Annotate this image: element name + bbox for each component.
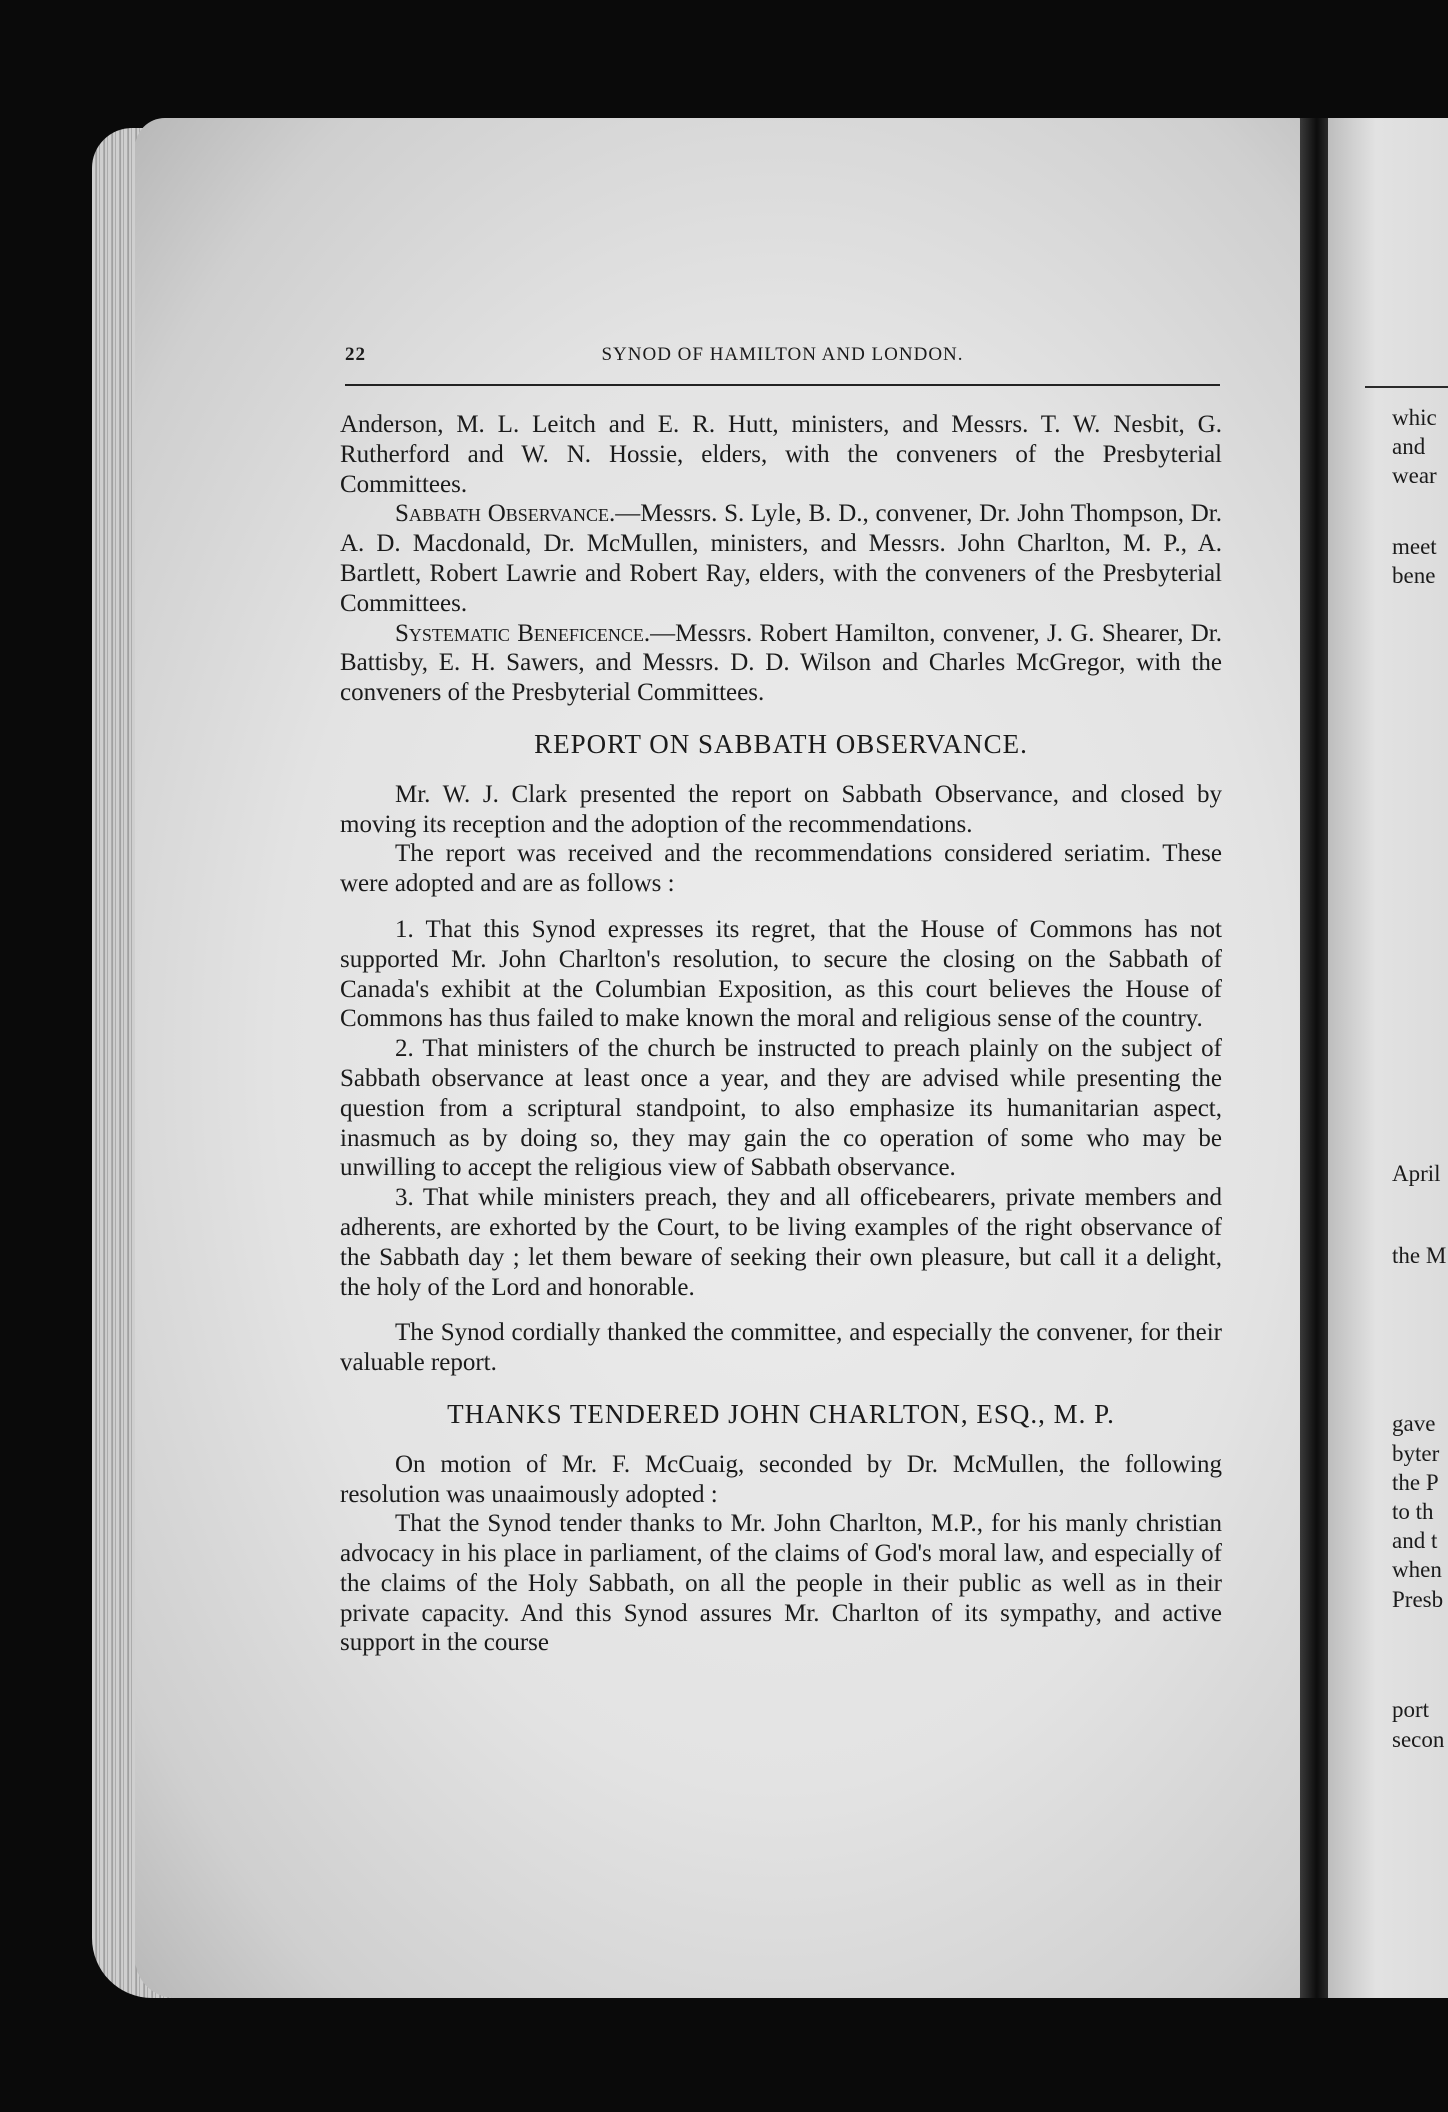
facing-page-fragment: the P <box>1392 1470 1439 1495</box>
page-number: 22 <box>345 344 366 365</box>
running-title: SYNOD OF HAMILTON AND LONDON. <box>601 344 964 365</box>
paragraph: The Synod cordially thanked the committee, and especially the convener, for their valuable report. <box>340 1319 1222 1377</box>
facing-page-fragment: to th <box>1392 1499 1434 1524</box>
facing-page <box>1328 118 1448 1998</box>
recommendation-item: 2. That ministers of the church be instructed to preach plainly on the subject of Sabbath observance at least once a year, and they are advised while presenting the question from a scriptural standpoint, to also emphasize its humanitarian aspect, inasmuch as by doing so, they may gain the co operation of some who may be unwilling to accept the religious view of Sabbath observance. <box>340 1035 1222 1182</box>
book-gutter <box>1300 118 1328 1998</box>
recommendation-item: 3. That while ministers preach, they and all officebearers, private members and adherents, are exhorted by the Court, to be living examples of the right observance of the Sabbath day ; let them beware of seeking their own pleasure, but call it a delight, the holy of the Lord and honorable. <box>340 1184 1222 1301</box>
paragraph: Anderson, M. L. Leitch and E. R. Hutt, ministers, and Messrs. T. W. Nesbit, G. Rutherford and W. N. Hossie, elders, with the conveners of the Presbyterial Committees. <box>340 411 1222 498</box>
facing-page-fragment: byter <box>1392 1441 1440 1466</box>
section-heading: THANKS TENDERED JOHN CHARLTON, ESQ., M. P. <box>447 1398 1115 1429</box>
facing-page-fragment: the M <box>1392 1243 1447 1268</box>
header-rule <box>345 384 1220 386</box>
paragraph: On motion of Mr. F. McCuaig, seconded by Dr. McMullen, the following resolution was unaaimously adopted : <box>340 1450 1222 1508</box>
facing-page-fragment: gave <box>1392 1411 1436 1436</box>
facing-page-fragment: whic <box>1392 405 1437 430</box>
paragraph: Mr. W. J. Clark presented the report on Sabbath Observance, and closed by moving its reception and the adoption of the recommendations. <box>340 780 1222 838</box>
paragraph-text: —Messrs. S. Lyle, B. D., convener, Dr. John Thompson, Dr. A. D. Macdonald, Dr. McMullen, ministers, and Messrs. John Charlton, M. P., A. Bartlett, Robert Lawrie and Robert Ray, elders, with the conveners of the Presbyterial Committees. <box>340 500 1222 617</box>
facing-page-rule <box>1365 386 1448 388</box>
facing-page-fragment: Presb <box>1392 1587 1444 1612</box>
facing-page-fragment: meet <box>1392 534 1437 559</box>
paragraph <box>340 499 1222 618</box>
facing-page-fragment: and <box>1392 434 1426 459</box>
facing-page-fragment: when <box>1392 1557 1442 1582</box>
facing-page-fragment: wear <box>1392 463 1437 488</box>
paragraph-text: —Messrs. Robert Hamilton, convener, J. G. Shearer, Dr. Battisby, E. H. Sawers, and Messrs. D. D. Wilson and Charles McGregor, with the conveners of the Presbyterial Committees. <box>340 619 1222 707</box>
paragraph: The report was received and the recommendations considered seriatim. These were adopted and are as follows : <box>340 840 1222 898</box>
facing-page-fragment: secon <box>1392 1727 1445 1752</box>
committee-name: Systematic Beneficence. <box>395 619 651 647</box>
facing-page-fragment: and t <box>1392 1528 1438 1553</box>
page-body <box>340 410 1222 1658</box>
paragraph: That the Synod tender thanks to Mr. John Charlton, M.P., for his manly christian advocacy in his place in parliament, of the claims of God's moral law, and especially of the claims of the Holy Sabbath, on all the people in their public as well as in their private capacity. And this Synod assures Mr. Charlton of its sympathy, and active support in the course <box>340 1510 1222 1657</box>
facing-page-fragment: bene <box>1392 563 1436 588</box>
facing-page-fragment: port <box>1392 1697 1430 1722</box>
recommendation-item: 1. That this Synod expresses its regret, that the House of Commons has not supported Mr. John Charlton's resolution, to secure the closing on the Sabbath of Canada's exhibit at the Columbian Exposition, as this court believes the House of Commons has thus failed to make known the moral and religious sense of the country. <box>340 915 1222 1033</box>
paragraph <box>340 619 1222 708</box>
facing-page-fragment: April <box>1392 1161 1441 1186</box>
running-header <box>345 344 1220 374</box>
committee-name: Sabbath Observance. <box>395 500 616 528</box>
section-heading: REPORT ON SABBATH OBSERVANCE. <box>534 728 1028 759</box>
